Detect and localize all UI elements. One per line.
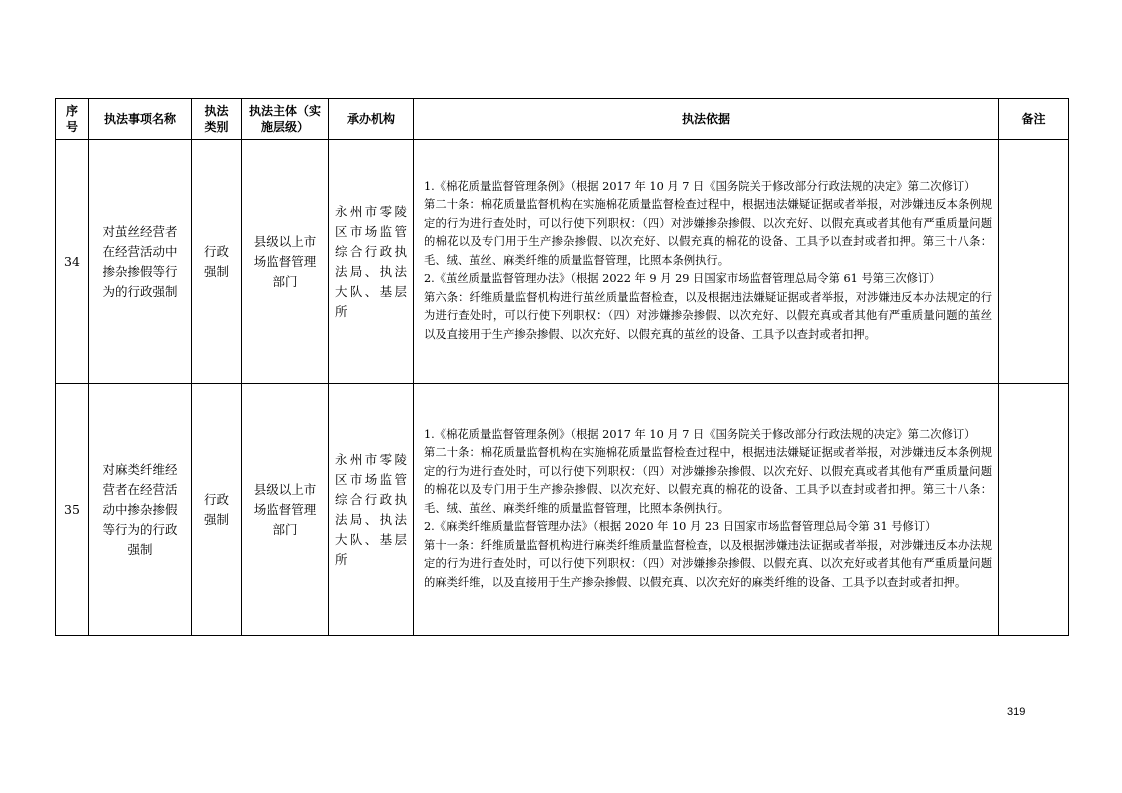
row-subject: 县级以上市场监督管理部门 bbox=[242, 384, 329, 636]
row-basis bbox=[414, 384, 999, 636]
row-basis bbox=[414, 140, 999, 384]
basis-line: 第十一条：纤维质量监督机构进行麻类纤维质量监督检查，以及根据涉嫌违法证据或者举报，对涉嫌违反本办法规定的行为进行查处时，可以行使下列职权：（四）对涉嫌掺杂掺假、以假充真、以次充好或者其他有严重质量问题的麻类纤维，以及直接用于生产掺杂掺假、以假充真、以次充好的麻类纤维的设备、工具予以查封或者扣押。 bbox=[424, 538, 992, 589]
table-row bbox=[56, 384, 1069, 636]
row-seq: 35 bbox=[56, 384, 89, 636]
header-agency: 承办机构 bbox=[329, 99, 414, 140]
row-seq: 34 bbox=[56, 140, 89, 384]
row-category: 行政强制 bbox=[192, 384, 242, 636]
header-basis: 执法依据 bbox=[414, 99, 999, 140]
row-agency: 永州市零陵区市场监管综合行政执法局、执法大队、基层所 bbox=[329, 384, 414, 636]
row-remark bbox=[999, 384, 1069, 636]
basis-line: 2.《茧丝质量监督管理办法》（根据 2022 年 9 月 29 日国家市场监督管理总局令第 61 号第三次修订） bbox=[424, 272, 941, 286]
header-remark: 备注 bbox=[999, 99, 1069, 140]
header-category: 执法类别 bbox=[192, 99, 242, 140]
header-subject: 执法主体（实施层级） bbox=[242, 99, 329, 140]
basis-line: 1.《棉花质量监督管理条例》（根据 2017 年 10 月 7 日《国务院关于修改部分行政法规的决定》第二次修订） bbox=[424, 427, 976, 441]
row-category: 行政强制 bbox=[192, 140, 242, 384]
row-subject: 县级以上市场监督管理部门 bbox=[242, 140, 329, 384]
row-item-name: 对麻类纤维经营者在经营活动中掺杂掺假等行为的行政强制 bbox=[89, 384, 192, 636]
basis-line: 第二十条：棉花质量监督机构在实施棉花质量监督检查过程中，根据违法嫌疑证据或者举报，对涉嫌违反本条例规定的行为进行查处时，可以行使下列职权：（四）对涉嫌掺杂掺假、以次充好、以假充真或者其他有严重质量问题的棉花以及专门用于生产掺杂掺假、以次充好、以假充真的棉花的设备、工具予以查封或者扣押。第三十八条：毛、绒、茧丝、麻类纤维的质量监督管理，比照本条例执行。 bbox=[424, 198, 992, 267]
basis-line: 第二十条：棉花质量监督机构在实施棉花质量监督检查过程中，根据违法嫌疑证据或者举报，对涉嫌违反本条例规定的行为进行查处时，可以行使下列职权：（四）对涉嫌掺杂掺假、以次充好、以假充真或者其他有严重质量问题的棉花以及专门用于生产掺杂掺假、以次充好、以假充真的棉花的设备、工具予以查封或者扣押。第三十八条：毛、绒、茧丝、麻类纤维的质量监督管理，比照本条例执行。 bbox=[424, 446, 992, 515]
table-row bbox=[56, 140, 1069, 384]
page-number: 319 bbox=[1007, 706, 1026, 718]
row-remark bbox=[999, 140, 1069, 384]
enforcement-table bbox=[55, 98, 1069, 636]
header-seq: 序号 bbox=[56, 99, 89, 140]
basis-line: 第六条：纤维质量监督机构进行茧丝质量监督检查，以及根据违法嫌疑证据或者举报，对涉嫌违反本办法规定的行为进行查处时，可以行使下列职权：（四）对涉嫌掺杂掺假、以次充好、以假充真或者其他有严重质量问题的茧丝以及直接用于生产掺杂掺假、以次充好、以假充真的茧丝的设备、工具予以查封或者扣押。 bbox=[424, 290, 992, 341]
header-row bbox=[56, 99, 1069, 140]
row-agency: 永州市零陵区市场监管综合行政执法局、执法大队、基层所 bbox=[329, 140, 414, 384]
row-item-name: 对茧丝经营者在经营活动中掺杂掺假等行为的行政强制 bbox=[89, 140, 192, 384]
basis-line: 2.《麻类纤维质量监督管理办法》（根据 2020 年 10 月 23 日国家市场监督管理总局令第 31 号修订） bbox=[424, 520, 937, 534]
basis-line: 1.《棉花质量监督管理条例》（根据 2017 年 10 月 7 日《国务院关于修改部分行政法规的决定》第二次修订） bbox=[424, 179, 976, 193]
header-name: 执法事项名称 bbox=[89, 99, 192, 140]
